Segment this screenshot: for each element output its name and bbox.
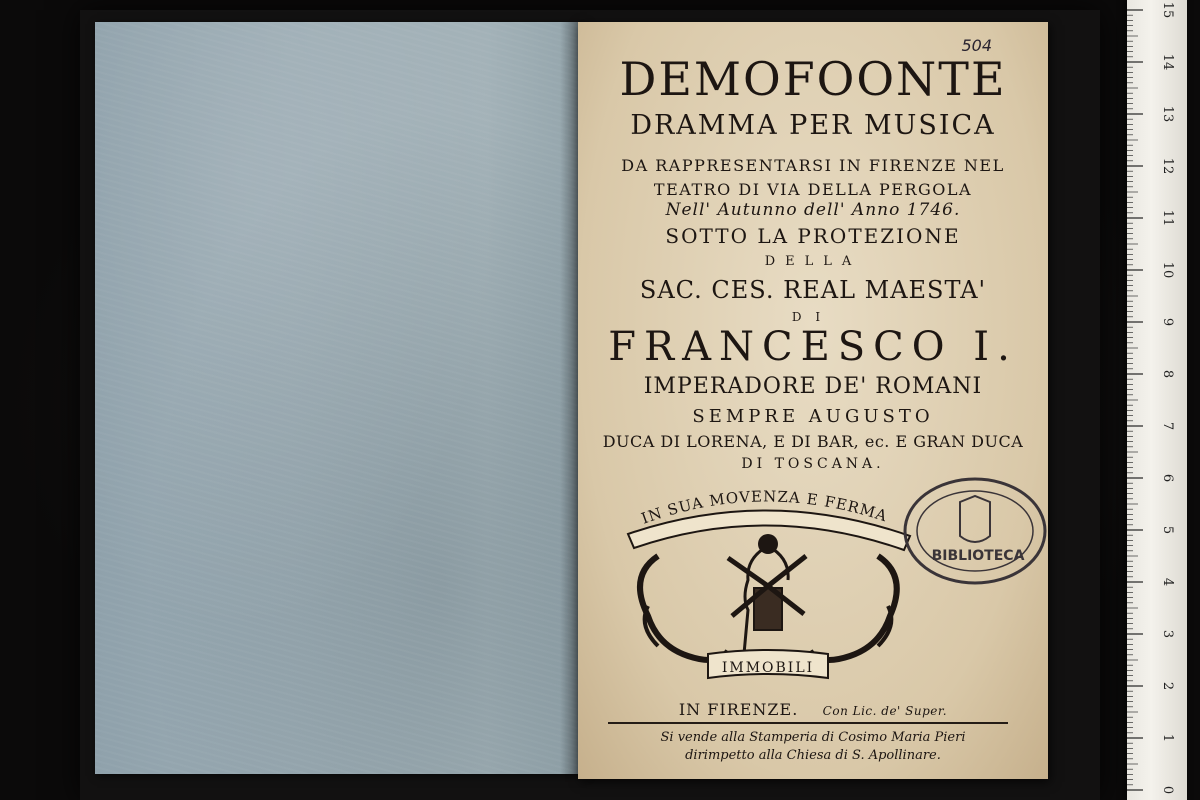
ruler-label: 9 (1160, 317, 1175, 327)
ruler-label: 7 (1160, 421, 1175, 431)
title-line-13: DUCA DI LORENA, E DI BAR, ec. E GRAN DUCA (602, 432, 1024, 451)
measuring-ruler (1127, 0, 1187, 800)
sold-line-1: Si vende alla Stamperia di Cosimo Maria Pieri (660, 730, 966, 745)
ruler-label: 8 (1160, 369, 1175, 379)
ruler-label: 5 (1160, 525, 1175, 535)
imprint-city: IN FIRENZE. (678, 700, 799, 719)
blue-paper-cover (95, 22, 585, 774)
title-line-5: Nell' Autunno dell' Anno 1746. (665, 200, 961, 220)
ruler-label: 14 (1160, 53, 1175, 71)
title-line-4: TEATRO DI VIA DELLA PERGOLA (653, 180, 973, 199)
ruler-label: 15 (1160, 1, 1175, 19)
subtitle: DRAMMA PER MUSICA (630, 110, 996, 141)
printer-emblem-woodcut (618, 486, 918, 696)
ruler-label: 1 (1160, 733, 1175, 743)
title: DEMOFOONTE (619, 52, 1007, 106)
title-line-14: DI TOSCANA. (741, 456, 885, 472)
stamp-crest-icon (960, 496, 990, 542)
imprint-line (578, 700, 1048, 719)
title-line-12: SEMPRE AUGUSTO (692, 406, 934, 427)
ruler-label: 3 (1160, 629, 1175, 639)
library-ownership-stamp (900, 474, 1050, 589)
stamp-text: BIBLIOTECA (931, 548, 1025, 564)
sold-line-2: dirimpetto alla Chiesa di S. Apollinare. (685, 748, 941, 763)
ruler-scale (1127, 0, 1187, 800)
title-line-6: SOTTO LA PROTEZIONE (665, 224, 961, 248)
emblem-mask (758, 534, 778, 554)
handwritten-page-number: 504 (961, 36, 992, 55)
title-page (578, 22, 1048, 779)
title-line-3: DA RAPPRESENTARSI IN FIRENZE NEL (621, 156, 1005, 175)
imprint-rule (608, 722, 1008, 724)
imprint-licence: Con Lic. de' Super. (822, 704, 948, 718)
ruler-label: 12 (1160, 157, 1175, 175)
ruler-label: 6 (1160, 473, 1175, 483)
ruler-label: 4 (1160, 577, 1175, 587)
title-line-10: FRANCESCO I. (608, 324, 1018, 370)
emblem-bottom-label: IMMOBILI (721, 660, 815, 676)
ruler-label: 2 (1160, 681, 1175, 691)
ruler-label: 13 (1160, 105, 1175, 123)
title-line-7: DELLA (764, 254, 862, 269)
title-line-9: DI (791, 310, 835, 324)
ruler-label: 10 (1160, 261, 1175, 279)
emblem-motto: IN SUA MOVENZA E FERMA (638, 487, 890, 528)
ruler-label: 0 (1160, 785, 1175, 795)
title-line-8: SAC. CES. REAL MAESTA' (639, 276, 987, 304)
ruler-label: 11 (1160, 209, 1175, 227)
title-line-11: IMPERADORE DE' ROMANI (643, 374, 983, 399)
